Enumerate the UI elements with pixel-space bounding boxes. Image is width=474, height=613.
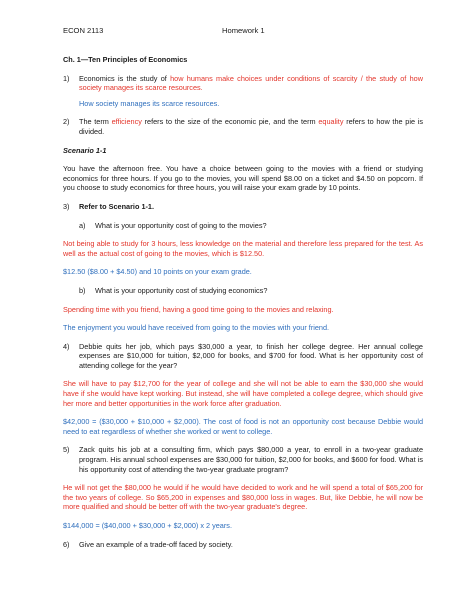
question-text: The term xyxy=(79,117,112,127)
question-1 xyxy=(63,74,423,93)
question-5 xyxy=(63,445,423,474)
question-text: refers to the size of the economic pie, and the term xyxy=(141,117,319,127)
subquestion-text: What is your opportunity cost of studying economics? xyxy=(95,285,268,295)
question-number: 3) xyxy=(63,201,70,211)
question-text: Refer to Scenario 1-1. xyxy=(79,201,155,211)
question-3 xyxy=(63,202,423,212)
question-text: Economics is the study of xyxy=(79,73,171,83)
question-3a xyxy=(79,221,423,231)
question-3b xyxy=(79,286,423,296)
answer-red: Not being able to study for 3 hours, less knowledge on the material and therefore less prepared for the test. As well as the actual cost of going to the movies, which is $12.50. xyxy=(63,239,423,258)
answer-blue: $12.50 ($8.00 + $4.50) and 10 points on your exam grade. xyxy=(63,267,252,277)
question-number: 2) xyxy=(63,117,70,127)
question-number: 6) xyxy=(63,539,70,549)
answer-term-equality: equality xyxy=(318,117,344,127)
header-course: ECON 2113 xyxy=(63,26,104,35)
answer-blue: The enjoyment you would have received from going to the movies with your friend. xyxy=(63,323,330,333)
subquestion-label: a) xyxy=(79,220,86,230)
answer-blue: How society manages its scarce resources. xyxy=(79,98,220,108)
question-number: 4) xyxy=(63,341,70,351)
answer-red: She will have to pay $12,700 for the year of college and she will not be able to earn the $30,000 she would have if she would have kept working. But instead, she will have completed a college degree, which should give her more and better opportunities in the work force after graduation. xyxy=(63,379,423,408)
question-4 xyxy=(63,342,423,371)
question-text: refers to how the pie is divided. xyxy=(79,117,423,136)
document-body xyxy=(63,55,423,549)
answer-red: He will not get the $80,000 he would if he would have decided to work and he will spend a total of $65,200 for the two years of college. So $65,200 in expenses and $80,000 loss in wages. But, like Debbie, he will now be more qualified and should be better off with the two-year graduate's degree. xyxy=(63,483,423,512)
answer-blue: $144,000 = ($40,000 + $30,000 + $2,000) x 2 years. xyxy=(63,521,232,530)
scenario-title: Scenario 1-1 xyxy=(63,145,107,155)
answer-blue: $42,000 = ($30,000 + $10,000 + $2,000). The cost of food is not an opportunity cost because Debbie would need to eat regardless of whether she worked or went to college. xyxy=(63,417,423,436)
question-2 xyxy=(63,117,423,136)
question-number: 5) xyxy=(63,445,70,455)
question-6 xyxy=(63,540,423,550)
question-text: Debbie quits her job, which pays $30,000 a year, to finish her college degree. Her annual college expenses are $10,000 for tuition, $2,000 for books, and $700 for food. What is her opportunity cost of attending college for the year? xyxy=(79,341,423,370)
answer-red: how humans make choices under conditions of scarcity / the study of how society manages its scarce resources. xyxy=(79,73,423,93)
question-text: Give an example of a trade-off faced by society. xyxy=(79,539,233,549)
scenario-text: You have the afternoon free. You have a choice between going to the movies with a friend or studying economics for three hours. If you go to the movies, you will spend $8.00 on a ticket and $4.50 on popcorn. If you choose to study economics for three hours, you will raise your exam grade by 10 points. xyxy=(63,164,423,193)
question-number: 1) xyxy=(63,73,70,83)
chapter-title: Ch. 1—Ten Principles of Economics xyxy=(63,55,188,64)
header-title: Homework 1 xyxy=(222,26,265,35)
answer-term-efficiency: efficiency xyxy=(111,117,142,127)
question-text: Zack quits his job at a consulting firm, which pays $80,000 a year, to enroll in a two-year graduate program. His annual school expenses are $30,000 for tuition, $2,000 for books, and $600 for food. What is his opportunity cost of attending the two-year graduate program? xyxy=(79,445,423,474)
subquestion-text: What is your opportunity cost of going to the movies? xyxy=(95,220,267,230)
answer-red: Spending time with you friend, having a good time going to the movies and relaxing. xyxy=(63,304,334,314)
subquestion-label: b) xyxy=(79,285,86,295)
